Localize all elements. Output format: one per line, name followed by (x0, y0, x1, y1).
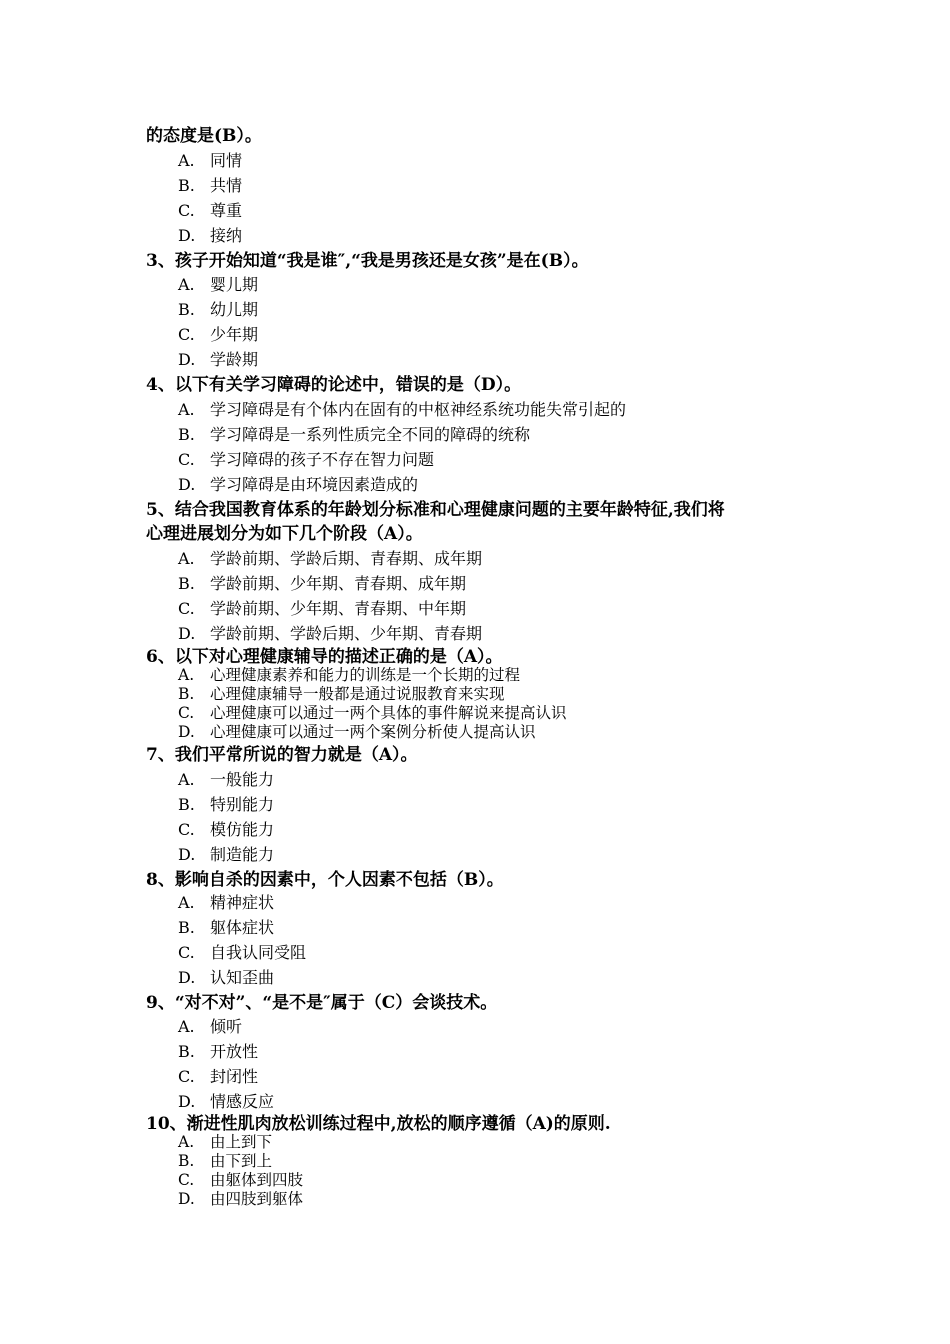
option-letter: C. (178, 943, 195, 962)
option-letter: B. (178, 1042, 195, 1061)
option-3c (178, 325, 258, 345)
option-3d (178, 350, 258, 370)
option-2a (178, 151, 242, 171)
option-5c (178, 599, 466, 619)
option-9a (178, 1017, 242, 1037)
option-9c (178, 1067, 258, 1087)
option-6d (178, 723, 536, 742)
option-letter: B. (178, 176, 195, 195)
option-text: 幼儿期 (210, 300, 259, 319)
question-3-stem: 3、孩子开始知道“我是谁″,“我是男孩还是女孩”是在(B）。 (146, 251, 589, 271)
option-text: 精神症状 (210, 893, 275, 912)
option-letter: C. (178, 1171, 195, 1189)
option-letter: C. (178, 599, 195, 618)
option-8c (178, 943, 306, 963)
option-text: 特别能力 (210, 795, 275, 814)
option-text: 学龄前期、少年期、青春期、中年期 (210, 599, 467, 618)
option-letter: D. (178, 475, 196, 494)
question-2-stem: 的态度是(B）。 (146, 126, 262, 146)
option-3a (178, 275, 258, 295)
option-letter: A. (178, 1017, 195, 1036)
option-letter: B. (178, 300, 195, 319)
option-10c (178, 1171, 303, 1190)
option-letter: C. (178, 325, 195, 344)
option-text: 一般能力 (210, 770, 275, 789)
option-text: 少年期 (210, 325, 259, 344)
option-8d (178, 968, 274, 988)
option-letter: D. (178, 723, 195, 741)
option-text: 由躯体到四肢 (210, 1171, 304, 1189)
option-letter: D. (178, 1190, 195, 1208)
option-text: 心理健康素养和能力的训练是一个长期的过程 (210, 666, 521, 684)
option-7c (178, 820, 274, 840)
option-text: 学习障碍是一系列性质完全不同的障碍的统称 (210, 425, 531, 444)
option-letter: A. (178, 666, 195, 684)
option-text: 同情 (210, 151, 243, 170)
option-letter: C. (178, 450, 195, 469)
option-8a (178, 893, 274, 913)
option-text: 共情 (210, 176, 243, 195)
question-9-stem: 9、“对不对”、“是不是″属于（C）会谈技术。 (146, 993, 498, 1013)
option-text: 学习障碍是由环境因素造成的 (210, 475, 419, 494)
option-letter: B. (178, 795, 195, 814)
option-10a (178, 1133, 272, 1152)
option-text: 婴儿期 (210, 275, 259, 294)
option-text: 由下到上 (210, 1152, 273, 1170)
option-5b (178, 574, 466, 594)
option-text: 学习障碍是有个体内在固有的中枢神经系统功能失常引起的 (210, 400, 627, 419)
option-2b (178, 176, 242, 196)
option-5a (178, 549, 482, 569)
option-letter: C. (178, 201, 195, 220)
option-7b (178, 795, 274, 815)
question-8-stem: 8、影响自杀的因素中，个人因素不包括（B）。 (146, 870, 504, 890)
option-letter: A. (178, 275, 195, 294)
option-text: 躯体症状 (210, 918, 275, 937)
option-letter: C. (178, 704, 195, 722)
option-text: 由上到下 (210, 1133, 273, 1151)
option-10b (178, 1152, 272, 1171)
question-5-stem: 5、结合我国教育体系的年龄划分标准和心理健康问题的主要年龄特征,我们将 (146, 500, 725, 520)
option-10d (178, 1190, 303, 1209)
question-4-stem: 4、以下有关学习障碍的论述中，错误的是（D）。 (146, 375, 522, 395)
option-text: 倾听 (210, 1017, 243, 1036)
option-8b (178, 918, 274, 938)
option-text: 认知歪曲 (210, 968, 275, 987)
option-text: 学习障碍的孩子不存在智力问题 (210, 450, 435, 469)
option-letter: A. (178, 1133, 195, 1151)
option-3b (178, 300, 258, 320)
option-text: 学龄前期、学龄后期、少年期、青春期 (210, 624, 483, 643)
option-9b (178, 1042, 258, 1062)
option-2c (178, 201, 242, 221)
option-letter: C. (178, 820, 195, 839)
option-letter: D. (178, 624, 196, 643)
option-text: 学龄期 (210, 350, 259, 369)
option-letter: B. (178, 425, 195, 444)
option-4d (178, 475, 418, 495)
option-letter: A. (178, 893, 195, 912)
option-text: 接纳 (210, 226, 243, 245)
option-2d (178, 226, 242, 246)
option-text: 制造能力 (210, 845, 275, 864)
option-text: 自我认同受阻 (210, 943, 307, 962)
question-7-stem: 7、我们平常所说的智力就是（A）。 (146, 745, 418, 765)
question-6-stem: 6、以下对心理健康辅导的描述正确的是（A）。 (146, 647, 503, 667)
option-6b (178, 685, 505, 704)
option-6a (178, 666, 520, 685)
option-letter: C. (178, 1067, 195, 1086)
option-text: 开放性 (210, 1042, 259, 1061)
option-text: 情感反应 (210, 1092, 275, 1111)
option-text: 学龄前期、学龄后期、青春期、成年期 (210, 549, 483, 568)
option-letter: B. (178, 918, 195, 937)
option-letter: D. (178, 1092, 196, 1111)
option-text: 由四肢到躯体 (210, 1190, 304, 1208)
option-text: 心理健康辅导一般都是通过说服教育来实现 (210, 685, 505, 703)
question-5-stem-continued: 心理进展划分为如下几个阶段（A）。 (146, 524, 423, 544)
option-6c (178, 704, 567, 723)
option-7d (178, 845, 274, 865)
option-letter: B. (178, 574, 195, 593)
option-letter: A. (178, 770, 195, 789)
option-4a (178, 400, 626, 420)
question-10-stem: 10、渐进性肌肉放松训练过程中,放松的顺序遵循（A)的原则. (146, 1114, 611, 1134)
option-text: 学龄前期、少年期、青春期、成年期 (210, 574, 467, 593)
option-7a (178, 770, 274, 790)
option-letter: D. (178, 350, 196, 369)
option-text: 心理健康可以通过一两个具体的事件解说来提高认识 (210, 704, 567, 722)
option-text: 模仿能力 (210, 820, 275, 839)
option-4c (178, 450, 434, 470)
option-text: 尊重 (210, 201, 243, 220)
option-letter: A. (178, 400, 195, 419)
option-text: 封闭性 (210, 1067, 259, 1086)
option-text: 心理健康可以通过一两个案例分析使人提高认识 (210, 723, 536, 741)
option-letter: A. (178, 151, 195, 170)
option-9d (178, 1092, 274, 1112)
option-5d (178, 624, 482, 644)
option-letter: D. (178, 968, 196, 987)
option-letter: B. (178, 1152, 195, 1170)
option-letter: D. (178, 845, 196, 864)
option-letter: D. (178, 226, 196, 245)
option-4b (178, 425, 530, 445)
option-letter: B. (178, 685, 195, 703)
option-letter: A. (178, 549, 195, 568)
